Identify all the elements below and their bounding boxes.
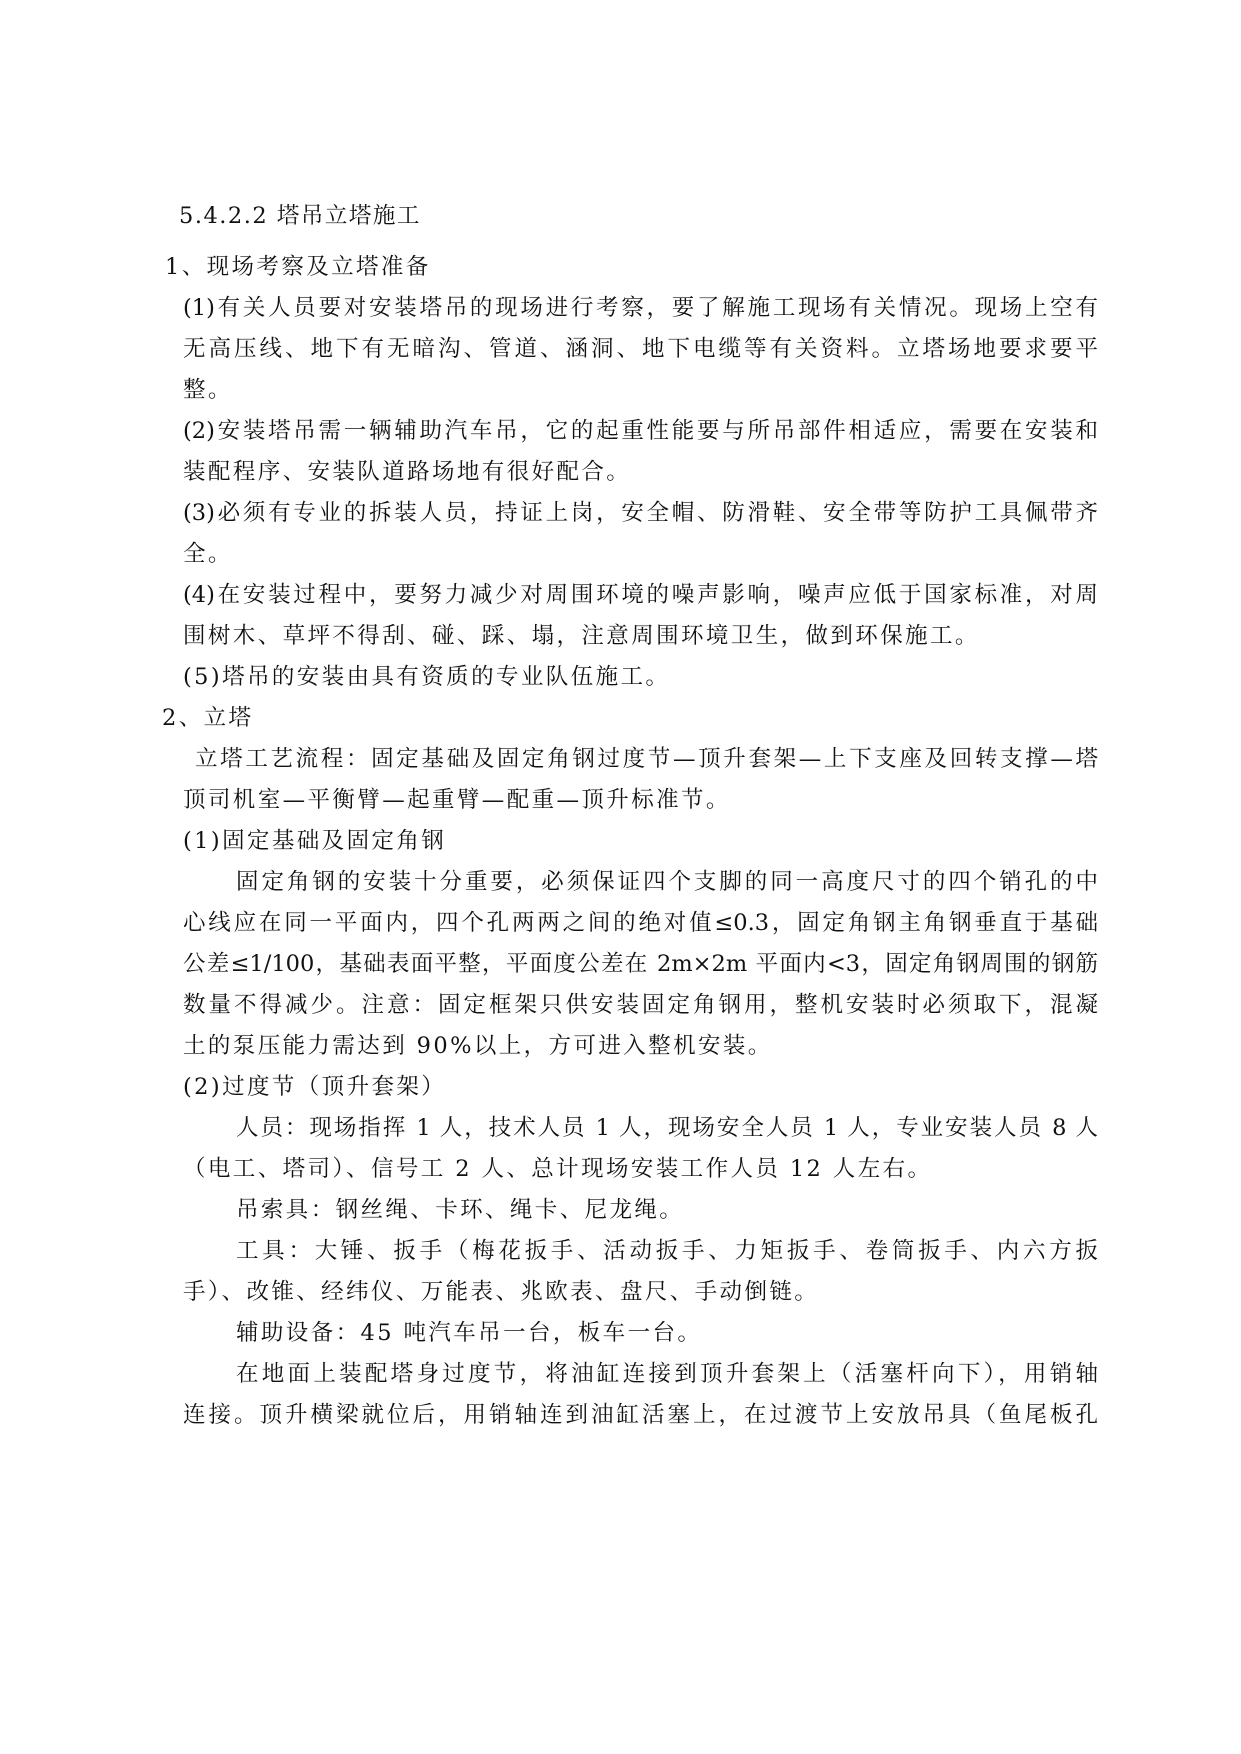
subheading-transition: (2)过度节（顶升套架） [183,1074,447,1100]
text-line: 装配程序、安装队道路场地有很好配合。 [183,459,632,485]
text-line: 固定角钢的安装十分重要，必须保证四个支脚的同一高度尺寸的四个销孔的中 [236,869,1098,895]
text-line: 心线应在同一平面内，四个孔两两之间的绝对值≤0.3，固定角钢主角钢垂直于基础 [183,910,1098,936]
text-line: 数量不得减少。注意：固定框架只供安装固定角钢用，整机安装时必须取下，混凝 [183,992,1098,1018]
text-line: (4)在安装过程中，要努力减少对周围环境的噪声影响，噪声应低于国家标准，对周 [183,582,1098,608]
text-line: 围树木、草坪不得刮、碰、踩、塌，注意周围环境卫生，做到环保施工。 [183,623,980,649]
text-line: (1)有关人员要对安装塔吊的现场进行考察，要了解施工现场有关情况。现场上空有 [183,295,1098,321]
document-body [162,196,1098,1436]
text-line: 顶司机室—平衡臂—起重臂—配重—顶升标准节。 [183,787,731,813]
text-line: 整。 [183,377,233,403]
text-line: (5)塔吊的安装由具有资质的专业队伍施工。 [183,664,671,690]
paragraph-tools [183,1231,1098,1313]
text-line: 立塔工艺流程：固定基础及固定角钢过度节—顶升套架—上下支座及回转支撑—塔 [195,746,1098,772]
paragraph-survey-2 [183,411,1098,493]
paragraph-foundation [183,862,1098,1067]
text-line: 土的泵压能力需达到 90%以上，方可进入整机安装。 [183,1033,773,1059]
text-line: 连接。顶升横梁就位后，用销轴连到油缸活塞上，在过渡节上安放吊具（鱼尾板孔 [183,1402,1098,1428]
text-line: 人员：现场指挥 1 人，技术人员 1 人，现场安全人员 1 人，专业安装人员 8 人 [236,1115,1098,1141]
text-line: 全。 [183,541,233,567]
paragraph-survey-5 [183,657,1098,698]
paragraph-survey-3 [183,493,1098,575]
paragraph-survey-4 [183,575,1098,657]
text-line: 手）、改锥、经纬仪、万能表、兆欧表、盘尺、手动倒链。 [183,1279,820,1305]
text-line: 公差≤1/100，基础表面平整，平面度公差在 2m×2m 平面内<3，固定角钢周围的钢筋 [183,951,1098,977]
subheading-foundation: (1)固定基础及固定角钢 [183,828,447,854]
text-line: 辅助设备：45 吨汽车吊一台，板车一台。 [236,1320,703,1346]
paragraph-equipment [183,1313,1098,1354]
text-line: （电工、塔司）、信号工 2 人、总计现场安装工作人员 12 人左右。 [183,1156,933,1182]
text-line: 在地面上装配塔身过度节，将油缸连接到顶升套架上（活塞杆向下），用销轴 [236,1361,1098,1387]
text-line: 工具：大锤、扳手（梅花扳手、活动扳手、力矩扳手、卷筒扳手、内六方扳 [236,1238,1098,1264]
heading-site-survey: 1、现场考察及立塔准备 [165,254,431,280]
paragraph-personnel [183,1108,1098,1190]
text-line: (2)安装塔吊需一辆辅助汽车吊，它的起重性能要与所吊部件相适应，需要在安装和 [183,418,1098,444]
paragraph-rigging [183,1190,1098,1231]
section-heading: 5.4.2.2 塔吊立塔施工 [179,203,421,229]
text-line: 无高压线、地下有无暗沟、管道、涵洞、地下电缆等有关资料。立塔场地要求要平 [183,336,1098,362]
text-line: (3)必须有专业的拆装人员，持证上岗，安全帽、防滑鞋、安全带等防护工具佩带齐 [183,500,1098,526]
paragraph-assembly [183,1354,1098,1436]
paragraph-survey-1 [183,288,1098,411]
text-line: 吊索具：钢丝绳、卡环、绳卡、尼龙绳。 [236,1197,685,1223]
heading-erection: 2、立塔 [162,705,254,731]
paragraph-erection-flow [183,739,1098,821]
